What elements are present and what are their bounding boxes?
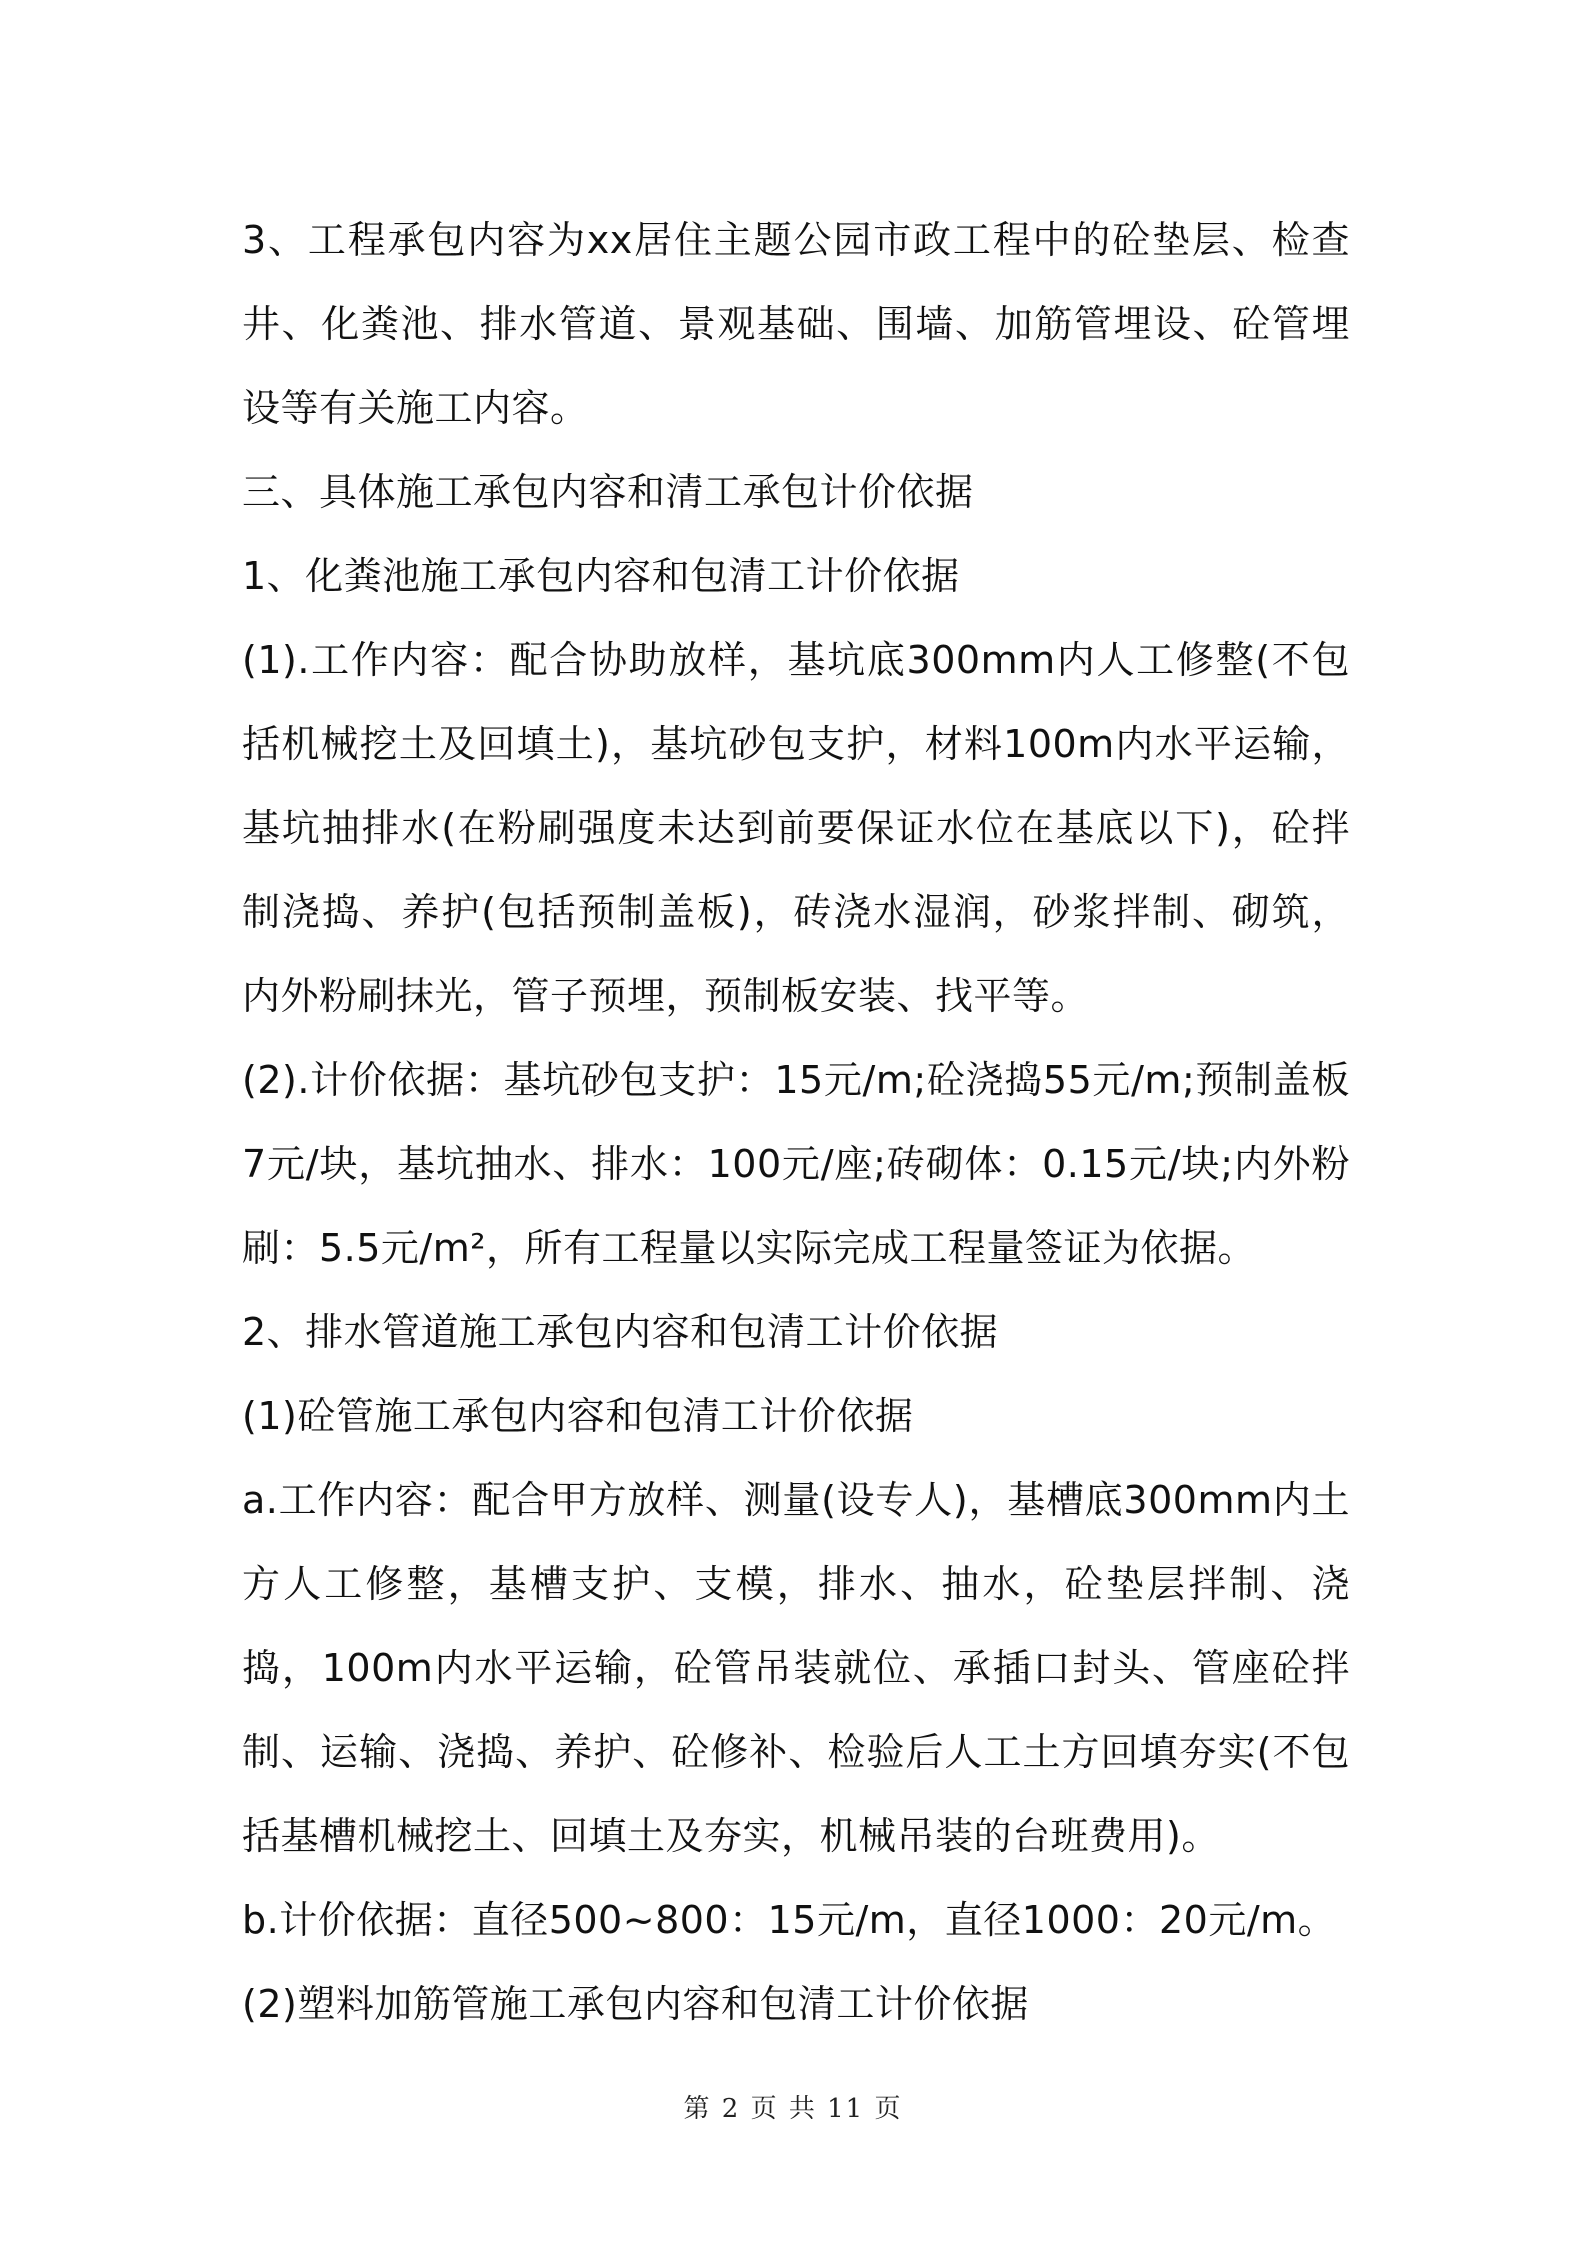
subsection-heading-septic-tank: 1、化粪池施工承包内容和包清工计价依据 xyxy=(242,554,960,598)
paragraph-septic-work-content: (1).工作内容：配合协助放样，基坑底300mm内人工修整(不包括机械挖土及回填土)，基坑砂包支护，材料100m内水平运输，基坑抽排水(在粉刷强度未达到前要保证水位在基底以下)，砼拌制浇捣、养护(包括预制盖板)，砖浇水湿润，砂浆拌制、砌筑，内外粉刷抹光，管子预埋，预制板安装、找平等。 xyxy=(242,638,1350,1018)
section-heading-3: 三、具体施工承包内容和清工承包计价依据 xyxy=(242,470,974,514)
paragraph-septic-pricing: (2).计价依据：基坑砂包支护：15元/m;砼浇捣55元/m;预制盖板7元/块，基坑抽水、排水：100元/座;砖砌体：0.15元/块;内外粉刷：5.5元/m²，所有工程量以实际完成工程量签证为依据。 xyxy=(242,1058,1350,1270)
paragraph-concrete-pipe-work: a.工作内容：配合甲方放样、测量(设专人)，基槽底300mm内土方人工修整，基槽支护、支模，排水、抽水，砼垫层拌制、浇捣，100m内水平运输，砼管吊装就位、承插口封头、管座砼拌制、运输、浇捣、养护、砼修补、检验后人工土方回填夯实(不包括基槽机械挖土、回填土及夯实，机械吊装的台班费用)。 xyxy=(242,1478,1350,1858)
document-body xyxy=(242,198,1350,2046)
page-number-footer: 第 2 页 共 11 页 xyxy=(683,2094,903,2124)
paragraph-concrete-pipe-pricing: b.计价依据：直径500~800：15元/m，直径1000：20元/m。 xyxy=(242,1898,1337,1942)
item-heading-concrete-pipe: (1)砼管施工承包内容和包清工计价依据 xyxy=(242,1394,914,1438)
item-heading-plastic-pipe: (2)塑料加筋管施工承包内容和包清工计价依据 xyxy=(242,1982,1029,2026)
subsection-heading-drainage: 2、排水管道施工承包内容和包清工计价依据 xyxy=(242,1310,999,1354)
paragraph-contract-scope: 3、工程承包内容为xx居住主题公园市政工程中的砼垫层、检查井、化粪池、排水管道、景观基础、围墙、加筋管埋设、砼管埋设等有关施工内容。 xyxy=(242,218,1350,430)
